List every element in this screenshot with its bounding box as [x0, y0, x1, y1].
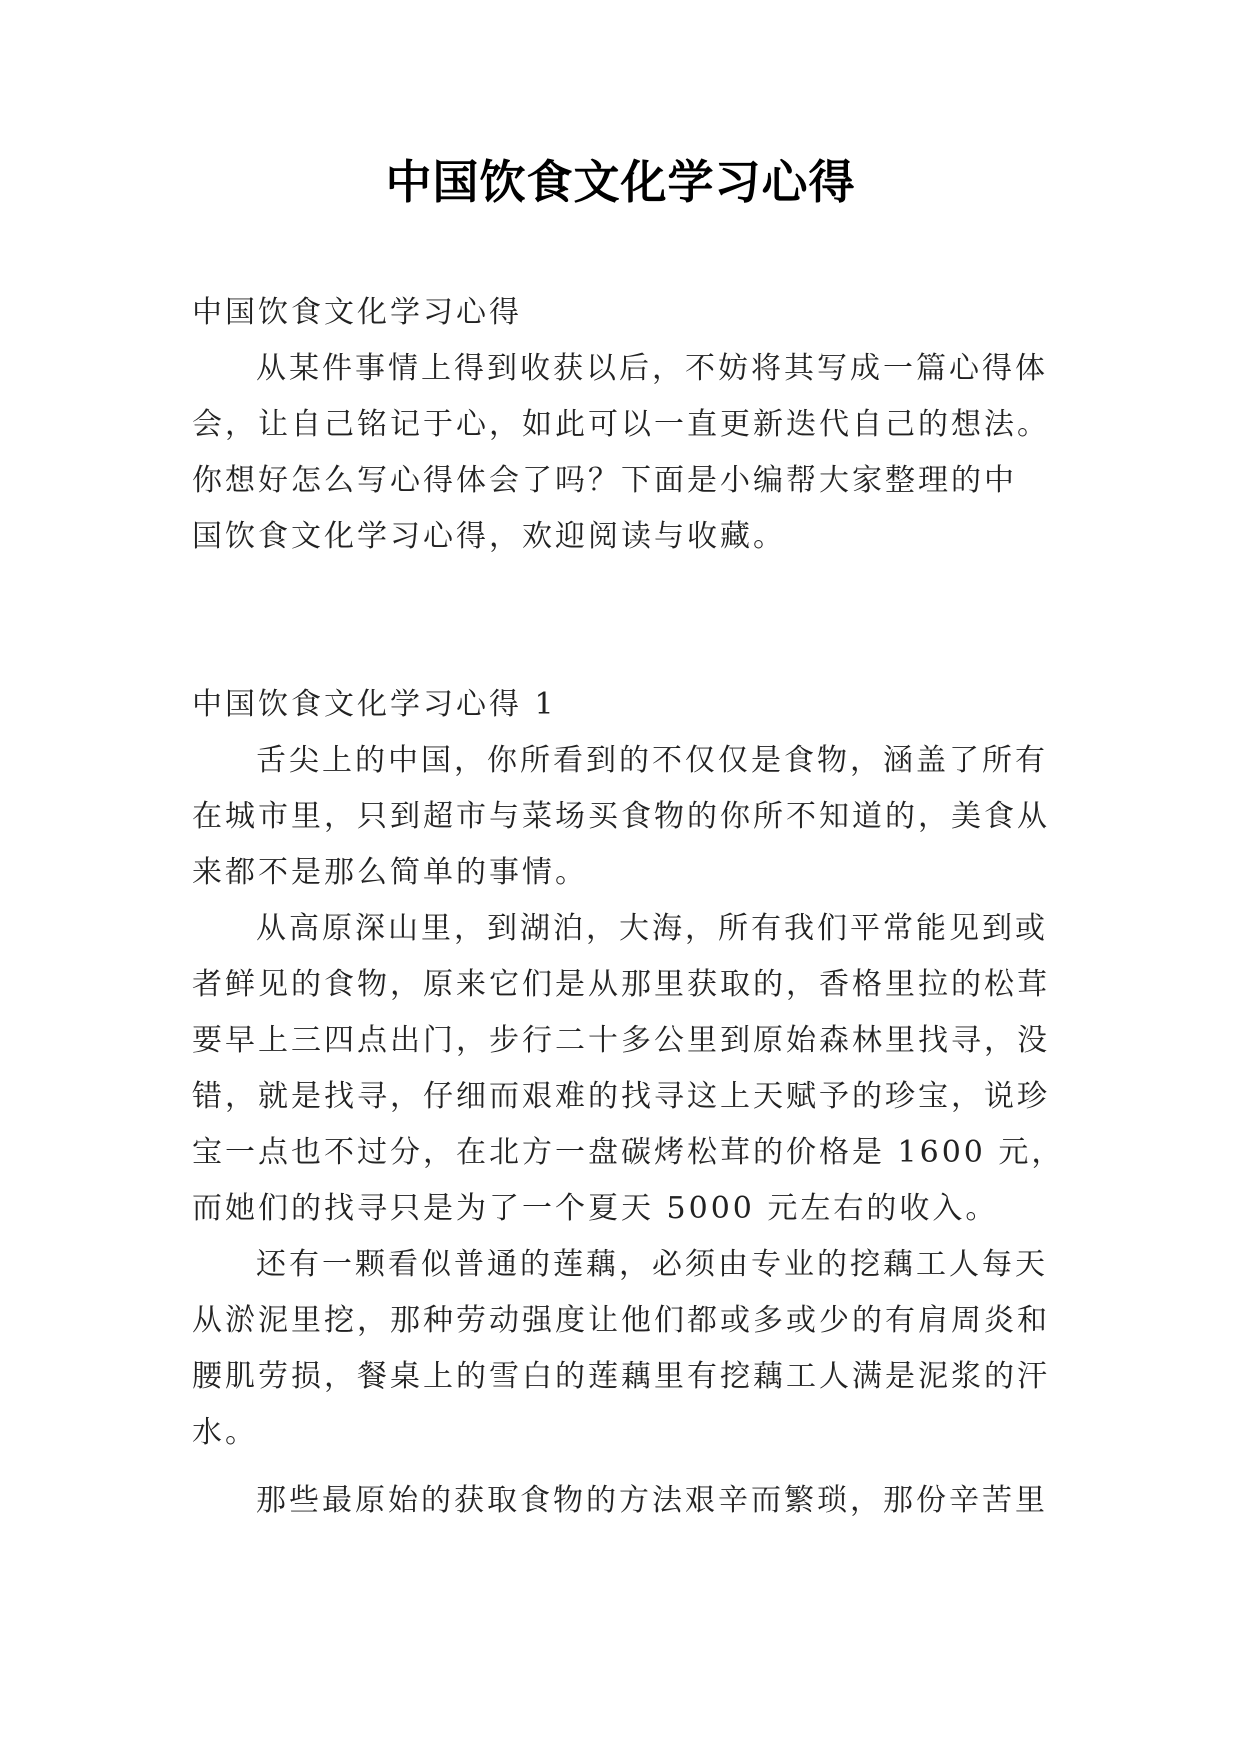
document-body: [192, 285, 1072, 1529]
section-1-p2-line-1: 从高原深山里，到湖泊，大海，所有我们平常能见到或: [256, 911, 1048, 946]
section-1-p3-line-1: 还有一颗看似普通的莲藕，必须由专业的挖藕工人每天: [256, 1247, 1048, 1282]
section-1-p4-line-1: 那些最原始的获取食物的方法艰辛而繁琐，那份辛苦里: [256, 1483, 1048, 1518]
section-1-p2-line-4: 错，就是找寻，仔细而艰难的找寻这上天赋予的珍宝，说珍: [192, 1079, 1050, 1114]
section-1-p2-line-2: 者鲜见的食物，原来它们是从那里获取的，香格里拉的松茸: [192, 967, 1050, 1002]
intro-heading: 中国饮食文化学习心得: [192, 295, 522, 330]
document-title: 中国饮食文化学习心得: [385, 155, 856, 209]
section-1-p3-line-2: 从淤泥里挖，那种劳动强度让他们都或多或少的有肩周炎和: [192, 1303, 1050, 1338]
section-1-heading: 中国饮食文化学习心得 1: [192, 687, 557, 722]
paragraph-spacer: [192, 1461, 1072, 1473]
section-1-p3-line-4: 水。: [192, 1415, 258, 1450]
section-1-p2-line-6: 而她们的找寻只是为了一个夏天 5000 元左右的收入。: [192, 1191, 999, 1226]
section-1-p3-line-3: 腰肌劳损，餐桌上的雪白的莲藕里有挖藕工人满是泥浆的汗: [192, 1359, 1050, 1394]
section-1-p2-line-3: 要早上三四点出门，步行二十多公里到原始森林里找寻，没: [192, 1023, 1050, 1058]
section-spacer: [192, 565, 1072, 677]
intro-line-2: 会，让自己铭记于心，如此可以一直更新迭代自己的想法。: [192, 407, 1050, 442]
section-1-p2-line-5: 宝一点也不过分，在北方一盘碳烤松茸的价格是 1600 元，: [192, 1135, 1065, 1170]
section-1-p1-line-3: 来都不是那么简单的事情。: [192, 855, 588, 890]
section-1-p1-line-1: 舌尖上的中国，你所看到的不仅仅是食物，涵盖了所有: [256, 743, 1048, 778]
intro-line-1: 从某件事情上得到收获以后，不妨将其写成一篇心得体: [256, 351, 1048, 386]
section-1-p1-line-2: 在城市里，只到超市与菜场买食物的你所不知道的，美食从: [192, 799, 1050, 834]
intro-line-3: 你想好怎么写心得体会了吗？下面是小编帮大家整理的中: [192, 463, 1017, 498]
intro-line-4: 国饮食文化学习心得，欢迎阅读与收藏。: [192, 519, 786, 554]
